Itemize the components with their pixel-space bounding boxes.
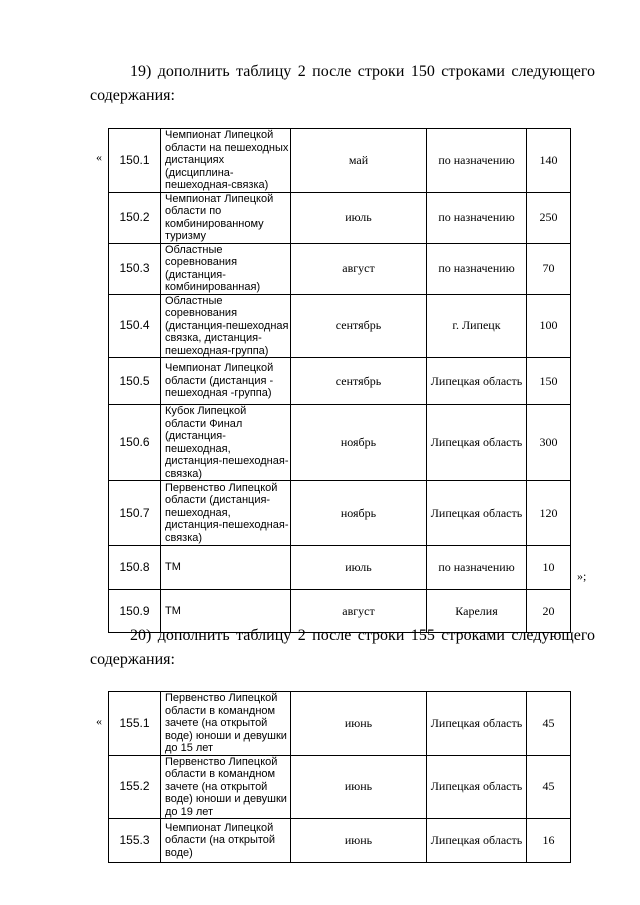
table-row	[109, 358, 571, 405]
cell-participants: 10	[527, 546, 571, 590]
table-row	[109, 546, 571, 590]
cell-month: июнь	[291, 692, 427, 756]
cell-number: 150.9	[109, 590, 161, 633]
table-row	[109, 819, 571, 863]
cell-place: Липецкая область	[427, 358, 527, 405]
cell-place: Липецкая область	[427, 405, 527, 481]
cell-place: Липецкая область	[427, 819, 527, 863]
cell-event-name: Чемпионат Липецкой области на пешеходных дистанциях (дисциплина-пешеходная-связка)	[161, 129, 291, 193]
close-quote-19: »;	[577, 569, 587, 583]
cell-place: по назначению	[427, 546, 527, 590]
cell-number: 155.1	[109, 692, 161, 756]
cell-participants: 45	[527, 755, 571, 819]
cell-event-name: ТМ	[161, 590, 291, 633]
cell-participants: 20	[527, 590, 571, 633]
table-row	[109, 294, 571, 358]
cell-place: Липецкая область	[427, 481, 527, 546]
cell-number: 150.2	[109, 192, 161, 243]
cell-event-name: ТМ	[161, 546, 291, 590]
cell-place: по назначению	[427, 129, 527, 193]
cell-number: 150.5	[109, 358, 161, 405]
cell-participants: 100	[527, 294, 571, 358]
cell-month: август	[291, 243, 427, 294]
cell-participants: 250	[527, 192, 571, 243]
cell-place: по назначению	[427, 243, 527, 294]
cell-month: сентябрь	[291, 358, 427, 405]
cell-month: ноябрь	[291, 405, 427, 481]
cell-event-name: Первенство Липецкой области в командном зачете (на открытой воде) юноши и девушки до 19 лет	[161, 755, 291, 819]
cell-number: 155.3	[109, 819, 161, 863]
cell-number: 150.3	[109, 243, 161, 294]
cell-number: 150.6	[109, 405, 161, 481]
cell-month: июль	[291, 192, 427, 243]
table-row	[109, 481, 571, 546]
cell-participants: 300	[527, 405, 571, 481]
cell-event-name: Областные соревнования (дистанция-пешеходная связка, дистанция-пешеходная-группа)	[161, 294, 291, 358]
cell-month: июнь	[291, 755, 427, 819]
cell-number: 150.7	[109, 481, 161, 546]
cell-event-name: Областные соревнования (дистанция-комбинированная)	[161, 243, 291, 294]
cell-event-name: Чемпионат Липецкой области (на открытой воде)	[161, 819, 291, 863]
cell-event-name: Первенство Липецкой области в командном зачете (на открытой воде) юноши и девушки до 15 лет	[161, 692, 291, 756]
cell-event-name: Чемпионат Липецкой области по комбинированному туризму	[161, 192, 291, 243]
table-row	[109, 755, 571, 819]
cell-number: 155.2	[109, 755, 161, 819]
cell-event-name: Кубок Липецкой области Финал (дистанция-пешеходная, дистанция-пешеходная-связка)	[161, 405, 291, 481]
section-19-paragraph: 19) дополнить таблицу 2 после строки 150 строками следующего содержания:	[90, 63, 595, 104]
table-row	[109, 192, 571, 243]
table-row	[109, 692, 571, 756]
cell-event-name: Чемпионат Липецкой области (дистанция - пешеходная -группа)	[161, 358, 291, 405]
cell-participants: 150	[527, 358, 571, 405]
cell-place: г. Липецк	[427, 294, 527, 358]
cell-participants: 70	[527, 243, 571, 294]
cell-event-name: Первенство Липецкой области (дистанция-пешеходная, дистанция-пешеходная-связка)	[161, 481, 291, 546]
cell-place: по назначению	[427, 192, 527, 243]
cell-month: сентябрь	[291, 294, 427, 358]
cell-place: Карелия	[427, 590, 527, 633]
cell-place: Липецкая область	[427, 692, 527, 756]
cell-participants: 16	[527, 819, 571, 863]
cell-participants: 140	[527, 129, 571, 193]
table-section-20	[108, 691, 571, 863]
cell-participants: 45	[527, 692, 571, 756]
cell-number: 150.4	[109, 294, 161, 358]
cell-month: август	[291, 590, 427, 633]
table-row	[109, 405, 571, 481]
cell-place: Липецкая область	[427, 755, 527, 819]
section-20-paragraph: 20) дополнить таблицу 2 после строки 155 строками следующего содержания:	[90, 627, 595, 668]
cell-participants: 120	[527, 481, 571, 546]
open-quote-19: «	[96, 150, 102, 164]
table-row	[109, 243, 571, 294]
cell-month: июнь	[291, 819, 427, 863]
cell-number: 150.1	[109, 129, 161, 193]
cell-number: 150.8	[109, 546, 161, 590]
cell-month: май	[291, 129, 427, 193]
open-quote-20: «	[96, 714, 102, 728]
cell-month: июль	[291, 546, 427, 590]
table-row	[109, 129, 571, 193]
cell-month: ноябрь	[291, 481, 427, 546]
table-section-19	[108, 128, 571, 633]
